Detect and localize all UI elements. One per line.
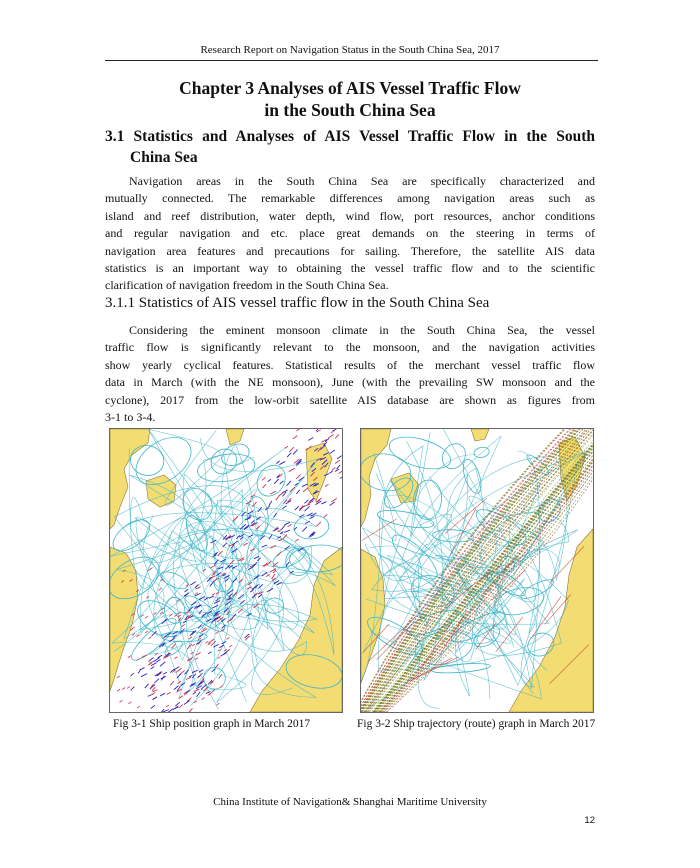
paragraph-navigation-areas [105,173,595,295]
paragraph-line: navigation area features and precautions for sailing. Therefore, the satellite AIS data [105,243,595,258]
chapter-title [105,77,595,121]
page-number: 12 [584,815,595,826]
chapter-title-line-1: Chapter 3 Analyses of AIS Vessel Traffic Flow [179,78,521,98]
figure-ship-position-map [109,428,343,713]
ship-trajectory-map-image [361,429,593,712]
paragraph-line: clarification of navigation freedom in the South China Sea. [105,278,389,293]
paragraph-line: island and reef distribution, water depth, wind flow, port resources, anchor conditions [105,208,595,223]
paragraph-line: and regular navigation and etc. place great demands on the steering in terms of [105,226,595,241]
paragraph-line: mutually connected. The remarkable differences among navigation areas such as [105,191,595,206]
section-title [105,126,595,168]
figure-3-2-caption: Fig 3-2 Ship trajectory (route) graph in March 2017 [357,718,596,730]
paragraph-line: Navigation areas in the South China Sea are specifically characterized and [129,174,595,188]
header-rule [105,60,598,61]
paragraph-line: cyclone), 2017 from the low-orbit satellite AIS database are shown as figures from [105,392,595,407]
paragraph-line: 3-1 to 3-4. [105,410,156,425]
paragraph-line: Considering the eminent monsoon climate in the South China Sea, the vessel [129,323,595,337]
paragraph-monsoon [105,322,595,426]
figure-3-1-caption: Fig 3-1 Ship position graph in March 2017 [113,718,311,730]
figure-ship-trajectory-map [360,428,594,713]
footer-institution: China Institute of Navigation& Shanghai Maritime University [213,796,487,808]
ship-position-map-image [110,429,342,712]
paragraph-line: show yearly cyclical features. Statistical results of the merchant vessel traffic flow [105,357,595,372]
chapter-title-line-2: in the South China Sea [264,100,436,120]
paragraph-line: data in March (with the NE monsoon), June (with the prevailing SW monsoon and the [105,375,595,390]
subsection-title: 3.1.1 Statistics of AIS vessel traffic flow in the South China Sea [105,295,490,311]
section-title-line-2: China Sea [130,149,198,166]
paragraph-line: statistics is an important way to obtaining the vessel traffic flow and to the scientific [105,261,595,276]
section-title-line-1: 3.1 Statistics and Analyses of AIS Vessel Traffic Flow in the South [105,128,595,145]
running-header: Research Report on Navigation Status in the South China Sea, 2017 [200,44,500,56]
paragraph-line: traffic flow is significantly relevant to the monsoon, and the navigation activities [105,340,595,355]
